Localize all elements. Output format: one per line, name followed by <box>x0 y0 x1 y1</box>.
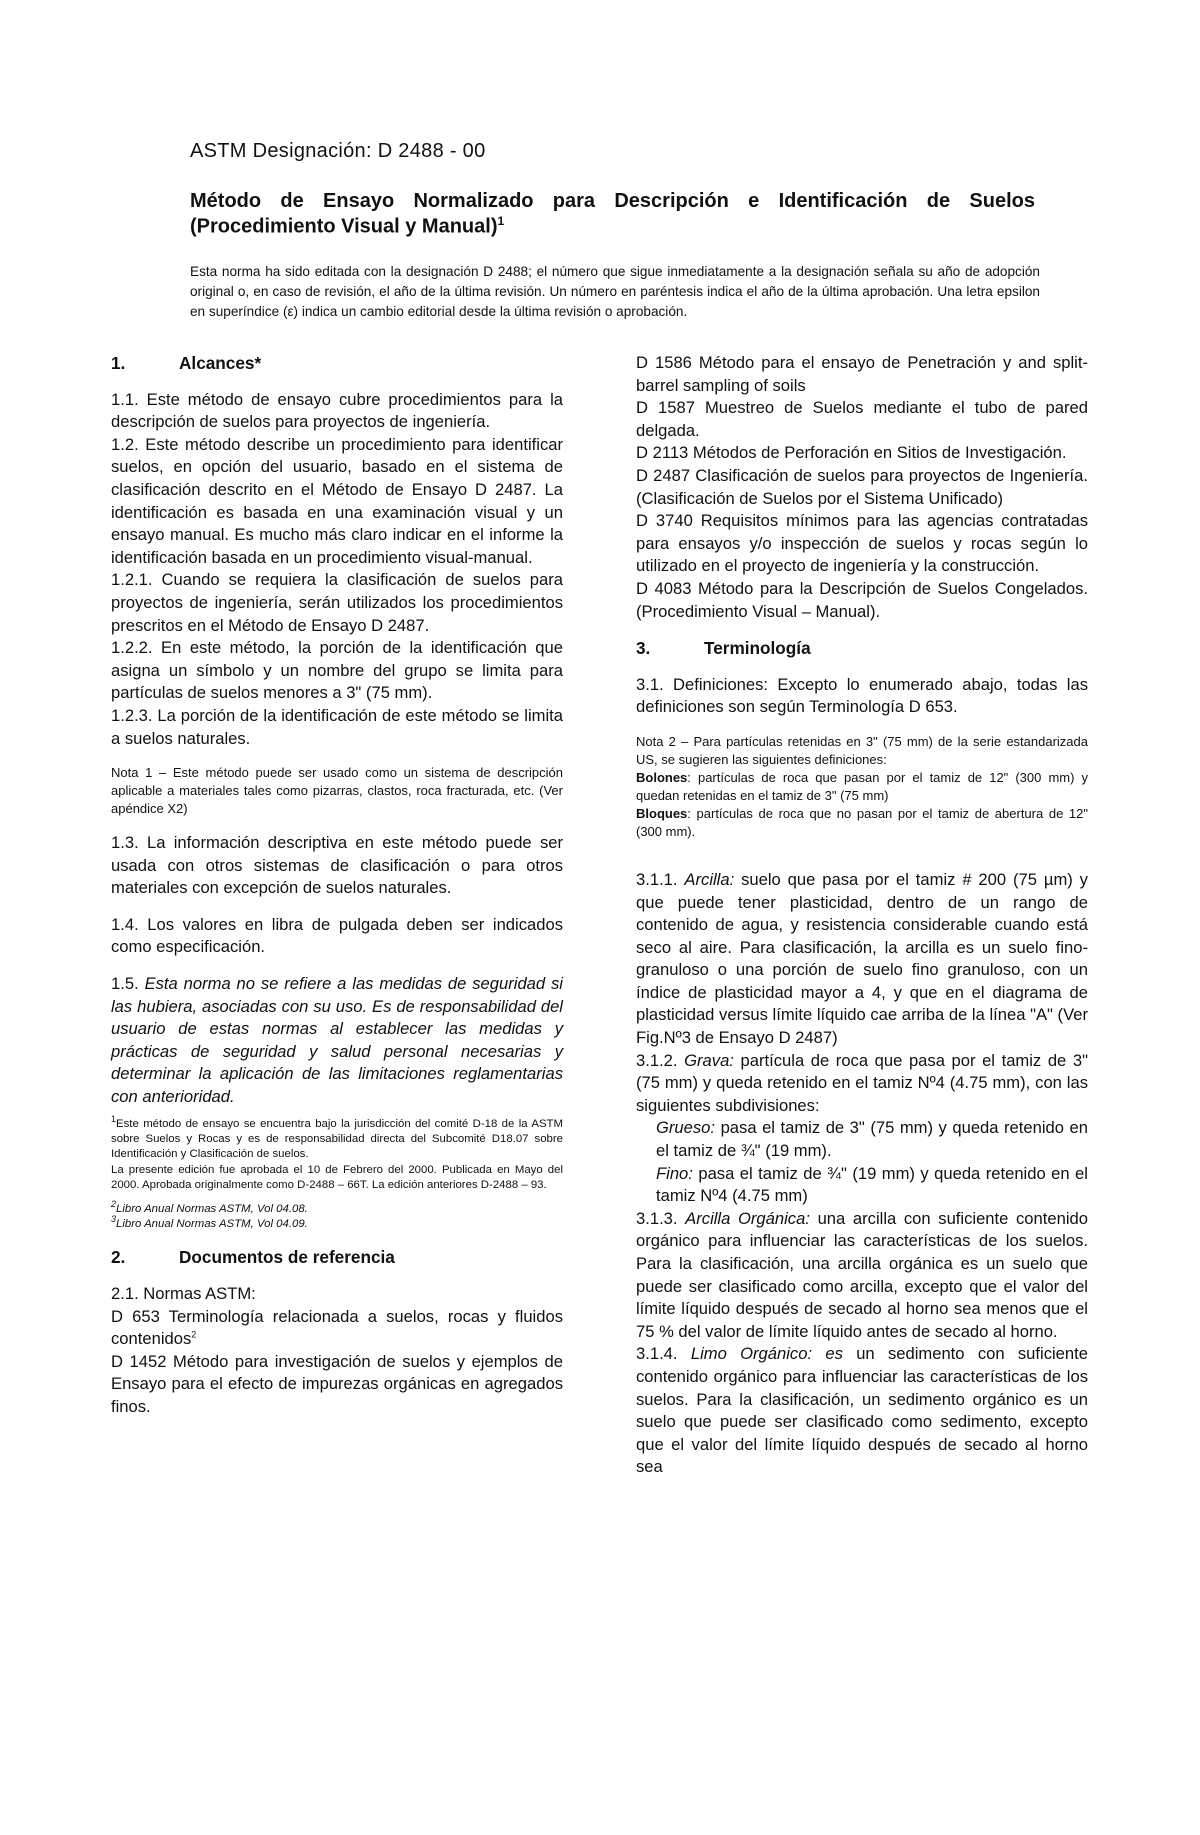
definition: partícula de roca que pasa por el tamiz de 3" (75 mm) y queda retenido en el tamiz Nº4 (4.75 mm), con las siguientes subdivisiones: <box>636 1050 1088 1115</box>
section-2-heading <box>111 1246 563 1269</box>
paragraph-3-1: 3.1. Definiciones: Excepto lo enumerado abajo, todas las definiciones son según Terminología D 653. <box>636 674 1088 717</box>
document-title-line1: Método de Ensayo Normalizado para Descripción e Identificación de Suelos <box>190 190 1035 212</box>
right-column <box>636 352 1088 1479</box>
paragraph-3-1-3 <box>636 1208 1088 1344</box>
title-line2-text: (Procedimiento Visual y Manual) <box>190 215 498 238</box>
paragraph-number: 3.1.1. <box>636 869 678 889</box>
definition: un sedimento con suficiente contenido orgánico para influenciar las características de los suelos. Para la clasificación, un sedimento orgánico es un suelo que puede ser clasificado como sedimento, excepto que el valor del límite líquido después de secado al horno sea <box>636 1344 1088 1477</box>
reference-d1452: D 1452 Método para investigación de suelos y ejemplos de Ensayo para el efecto de impurezas orgánicas en agregados finos. <box>111 1351 563 1417</box>
gravel-coarse <box>636 1117 1088 1162</box>
section-title: Documentos de referencia <box>179 1247 395 1268</box>
note-2: Nota 2 – Para partículas retenidas en 3" (75 mm) de la serie estandarizada US, se sugieren las siguientes definiciones: <box>636 733 1088 767</box>
safety-statement: Esta norma no se refiere a las medidas de seguridad si las hubiera, asociadas con su uso. Es de responsabilidad del usuario de estas normas al establecer las medidas y prácticas de seguridad y salud personal necesarias y determinar la aplicación de las limitaciones reglamentarias con anterioridad. <box>111 974 563 1107</box>
paragraph-2-1: 2.1. Normas ASTM: <box>111 1284 256 1304</box>
paragraph-number: 3.1.2. <box>636 1050 678 1070</box>
footnote-mark: 1 <box>111 1113 117 1124</box>
footnote-mark: 2 <box>191 1329 197 1340</box>
term: Grueso: <box>656 1118 716 1138</box>
footnote-3 <box>111 1214 563 1232</box>
footnote-mark: 2 <box>111 1198 117 1209</box>
designation: ASTM Designación: D 2488 - 00 <box>190 140 486 162</box>
term: Grava: <box>684 1050 734 1070</box>
section-number: 3. <box>636 638 651 659</box>
paragraph-1-2: 1.2. Este método describe un procedimiento para identificar suelos, en opción del usuario, basado en el sistema de clasificación descrito en el Método de Ensayo D 2487. La identificación es basada en una examinación visual y un ensayo manual. Es mucho más claro indicar en el informe la identificación basada en un procedimiento visual-manual. <box>111 434 563 567</box>
paragraph-1-5 <box>111 973 563 1109</box>
section-3-heading <box>636 637 1088 660</box>
term-label: Bolones <box>636 769 688 785</box>
footnote-1 <box>111 1113 563 1163</box>
footnote-2 <box>111 1198 563 1217</box>
section-1-heading <box>111 352 563 375</box>
gravel-fine <box>636 1163 1088 1208</box>
term-definition: : partículas de roca que no pasan por el tamiz de abertura de 12" (300 mm). <box>636 805 1088 839</box>
reference-d1587: D 1587 Muestreo de Suelos mediante el tubo de pared delgada. <box>636 398 1088 440</box>
reference-d1586: D 1586 Método para el ensayo de Penetración y and split-barrel sampling of soils <box>636 353 1088 395</box>
term-definition: : partículas de roca que pasan por el tamiz de 12" (300 mm) y quedan retenidas en el tamiz de 3" (75 mm) <box>636 769 1088 803</box>
term: Limo Orgánico: es <box>690 1344 843 1364</box>
paragraph-1-2-3: 1.2.3. La porción de la identificación de este método se limita a suelos naturales. <box>111 705 563 748</box>
note-1: Nota 1 – Este método puede ser usado como un sistema de descripción aplicable a materiales tales como pizarras, clastos, roca fracturada, etc. (Ver apéndice X2) <box>111 765 563 817</box>
paragraph-number: 3.1.3. <box>636 1208 678 1228</box>
paragraph-3-1-1 <box>636 869 1088 1050</box>
reference-text: D 653 Terminología relacionada a suelos, rocas y fluidos contenidos <box>111 1306 563 1349</box>
footnote-text: Libro Anual Normas ASTM, Vol 04.08. <box>116 1202 308 1215</box>
definition: suelo que pasa por el tamiz # 200 (75 µm) y que puede tener plasticidad, dentro de un rango de contenido de agua, y resistencia considerable cuando está seco al aire. Para clasificación, la arcilla es un suelo fino-granuloso o una porción de suelo fino granuloso, con un índice de plasticidad mayor a 4, y que en el diagrama de plasticidad versus límite líquido cae arriba de la línea "A" (Ver Fig.Nº3 de Ensayo D 2487) <box>636 869 1088 1048</box>
term-label: Bloques <box>636 805 688 821</box>
reference-d2487: D 2487 Clasificación de suelos para proyectos de Ingeniería. (Clasificación de Suelos por el Sistema Unificado) <box>636 465 1088 508</box>
footnote-mark: 3 <box>111 1214 117 1225</box>
reference-d4083: D 4083 Método para la Descripción de Suelos Congelados. (Procedimiento Visual – Manual). <box>636 578 1088 621</box>
paragraph-number: 3.1.4. <box>636 1344 678 1364</box>
paragraph-3-1-4 <box>636 1343 1088 1479</box>
footnote-1b: La presente edición fue aprobada el 10 de Febrero del 2000. Publicada en Mayo del 2000. Aprobada originalmente como D-2488 – 66T. La edición anteriores D-2488 – 93. <box>111 1163 563 1192</box>
term: Fino: <box>656 1163 693 1183</box>
section-number: 2. <box>111 1247 126 1268</box>
paragraph-1-2-1: 1.2.1. Cuando se requiera la clasificación de suelos para proyectos de ingeniería, serán utilizados los procedimientos prescritos en el Método de Ensayo D 2487. <box>111 570 563 635</box>
paragraph-1-2-2: 1.2.2. En este método, la porción de la identificación que asigna un símbolo y un nombre del grupo se limita para partículas de suelos menores a 3" (75 mm). <box>111 638 563 703</box>
paragraph-1-4: 1.4. Los valores en libra de pulgada deben ser indicados como especificación. <box>111 914 563 957</box>
section-number: 1. <box>111 353 126 373</box>
document-title-line2 <box>190 214 504 239</box>
note-2-bloques <box>636 805 1088 841</box>
footnote-text: Este método de ensayo se encuentra bajo la jurisdicción del comité D-18 de la ASTM sobre Suelos y Rocas y es de responsabilidad directa del Subcomité D18.07 sobre Identificación y Clasificación de suelos. <box>111 1117 563 1161</box>
definition: pasa el tamiz de 3" (75 mm) y queda retenido en el tamiz de ¾" (19 mm). <box>656 1118 1088 1161</box>
footnote-text: Libro Anual Normas ASTM, Vol 04.09. <box>116 1218 308 1231</box>
title-footnote-mark: 1 <box>497 214 505 228</box>
reference-d2113: D 2113 Métodos de Perforación en Sitios de Investigación. <box>636 443 1067 463</box>
paragraph-1-3: 1.3. La información descriptiva en este método puede ser usada con otros sistemas de clasificación o para otros materiales con excepción de suelos naturales. <box>111 833 563 898</box>
term: Arcilla Orgánica: <box>685 1208 810 1228</box>
reference-d3740: D 3740 Requisitos mínimos para las agencias contratadas para ensayos y/o inspección de suelos y rocas según lo utilizado en el proyecto de ingeniería y la construcción. <box>636 511 1088 576</box>
section-title: Terminología <box>704 638 811 659</box>
definition: una arcilla con suficiente contenido orgánico para influenciar las características de los suelos. Para la clasificación, una arcilla orgánica es un suelo que puede ser clasificado como arcilla, excepto que el valor del límite líquido después de secado al horno sea menos que el 75 % del valor de límite líquido antes de secado al horno. <box>636 1208 1088 1341</box>
reference-d653 <box>111 1306 563 1351</box>
paragraph-1-1: 1.1. Este método de ensayo cubre procedimientos para la descripción de suelos para proyectos de ingeniería. <box>111 389 563 432</box>
section-title: Alcances* <box>179 353 262 373</box>
intro-paragraph: Esta norma ha sido editada con la designación D 2488; el número que sigue inmediatamente a la designación señala su año de adopción original o, en caso de revisión, el año de la última revisión. Un número en paréntesis indica el año de la última aprobación. Una letra epsilon en superíndice (ε) indica un cambio editorial desde la última revisión o aprobación. <box>190 264 1040 319</box>
left-column <box>111 352 563 1419</box>
paragraph-number: 1.5. <box>111 974 139 994</box>
note-2-bolones <box>636 769 1088 805</box>
definition: pasa el tamiz de ¾" (19 mm) y queda retenido en el tamiz Nº4 (4.75 mm) <box>656 1163 1088 1206</box>
paragraph-3-1-2 <box>636 1050 1088 1118</box>
term: Arcilla: <box>684 869 735 889</box>
